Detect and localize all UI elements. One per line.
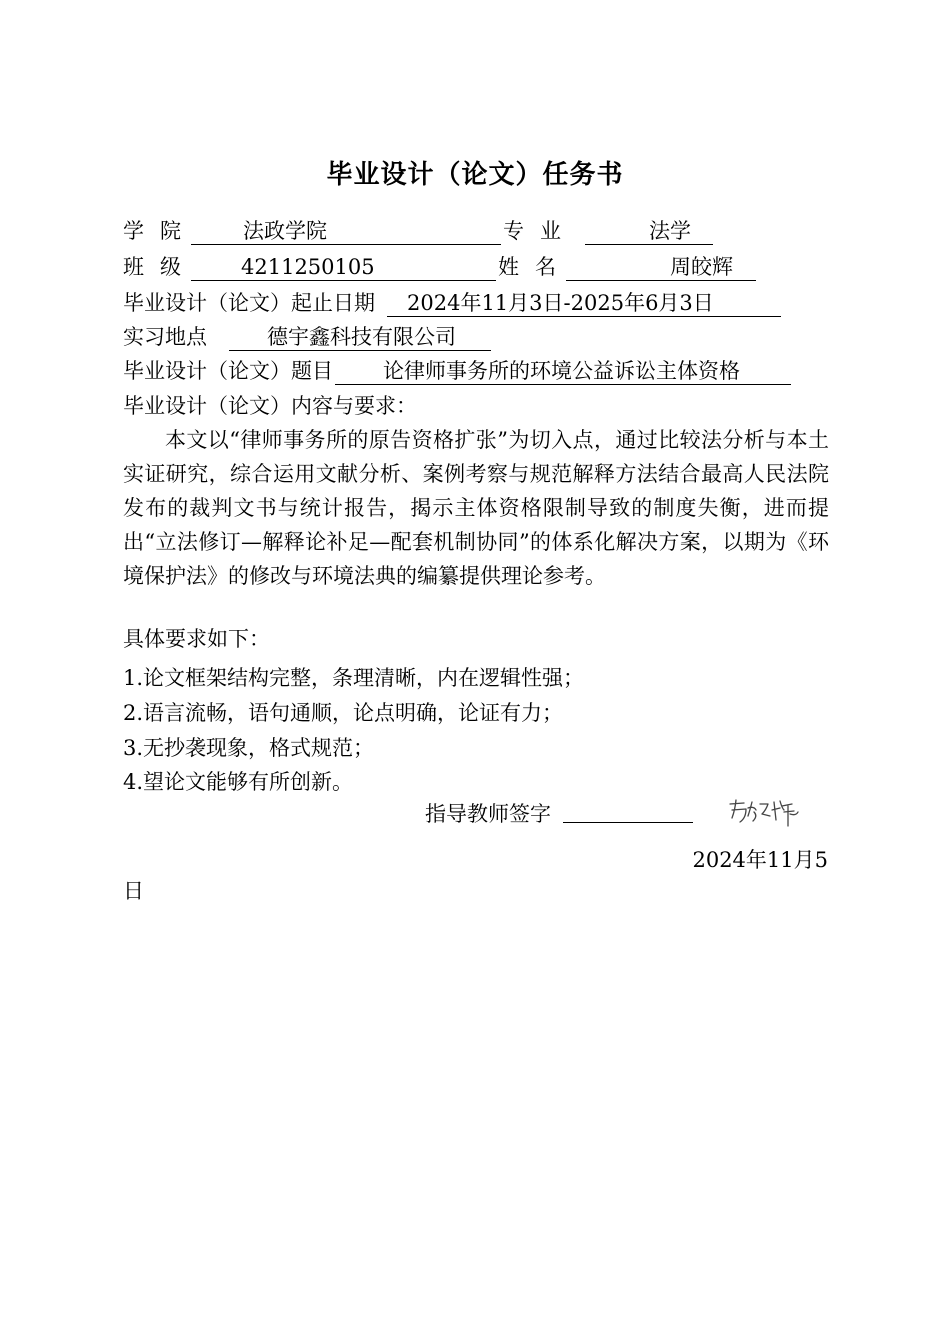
topic-row — [123, 356, 791, 386]
college-field — [191, 219, 501, 245]
topic-value: 论律师事务所的环境公益诉讼主体资格 — [383, 359, 740, 383]
major-value: 法学 — [649, 219, 691, 243]
topic-label: 毕业设计（论文）题目 — [123, 359, 333, 383]
dates-field — [387, 291, 781, 317]
internship-field — [229, 325, 491, 351]
dates-value: 2024年11月3日-2025年6月3日 — [407, 291, 714, 315]
advisor-signature-row — [425, 797, 693, 831]
requirement-item: 3.无抄袭现象，格式规范； — [123, 736, 375, 760]
name-label: 姓名 — [498, 255, 572, 279]
topic-field — [335, 359, 791, 385]
class-field — [191, 255, 496, 281]
class-label: 班级 — [123, 255, 197, 279]
content-requirements-row — [123, 391, 417, 421]
class-value: 4211250105 — [241, 255, 375, 279]
internship-label: 实习地点 — [123, 325, 207, 349]
content-requirements-label: 毕业设计（论文）内容与要求： — [123, 394, 417, 418]
advisor-signature-label: 指导教师签字 — [425, 802, 551, 826]
handwritten-signature — [726, 796, 802, 832]
major-label: 专业 — [503, 219, 577, 243]
requirement-item: 1.论文框架结构完整，条理清晰，内在逻辑性强； — [123, 666, 585, 690]
page-title: 毕业设计（论文）任务书 — [326, 160, 624, 190]
internship-value: 德宇鑫科技有限公司 — [267, 325, 456, 349]
dates-row — [123, 288, 781, 318]
name-field — [566, 255, 756, 281]
signature-date-line2: 日 — [123, 879, 144, 903]
college-label: 学院 — [123, 219, 197, 243]
major-field — [585, 219, 713, 245]
requirement-item: 4.望论文能够有所创新。 — [123, 770, 354, 794]
dates-label: 毕业设计（论文）起止日期 — [123, 291, 375, 315]
class-name-row — [123, 252, 756, 282]
requirements-heading: 具体要求如下： — [123, 627, 270, 651]
college-major-row — [123, 216, 713, 246]
signature-line — [563, 798, 693, 823]
content-paragraph: 本文以“律师事务所的原告资格扩张”为切入点，通过比较法分析与本土实证研究，综合运用文献分析、案例考察与规范解释方法结合最高人民法院发布的裁判文书与统计报告，揭示主体资格限制导致的制度失衡，进而提出“立法修订—解释论补足—配套机制协同”的体系化解决方案，以期为《环境保护法》的修改与环境法典的编纂提供理论参考。 — [123, 428, 829, 588]
name-value: 周皎辉 — [670, 255, 733, 279]
internship-row — [123, 322, 491, 352]
college-value: 法政学院 — [243, 219, 327, 243]
signature-date-line1: 2024年11月5 — [692, 848, 828, 872]
requirement-item: 2.语言流畅，语句通顺，论点明确，论证有力； — [123, 701, 564, 725]
